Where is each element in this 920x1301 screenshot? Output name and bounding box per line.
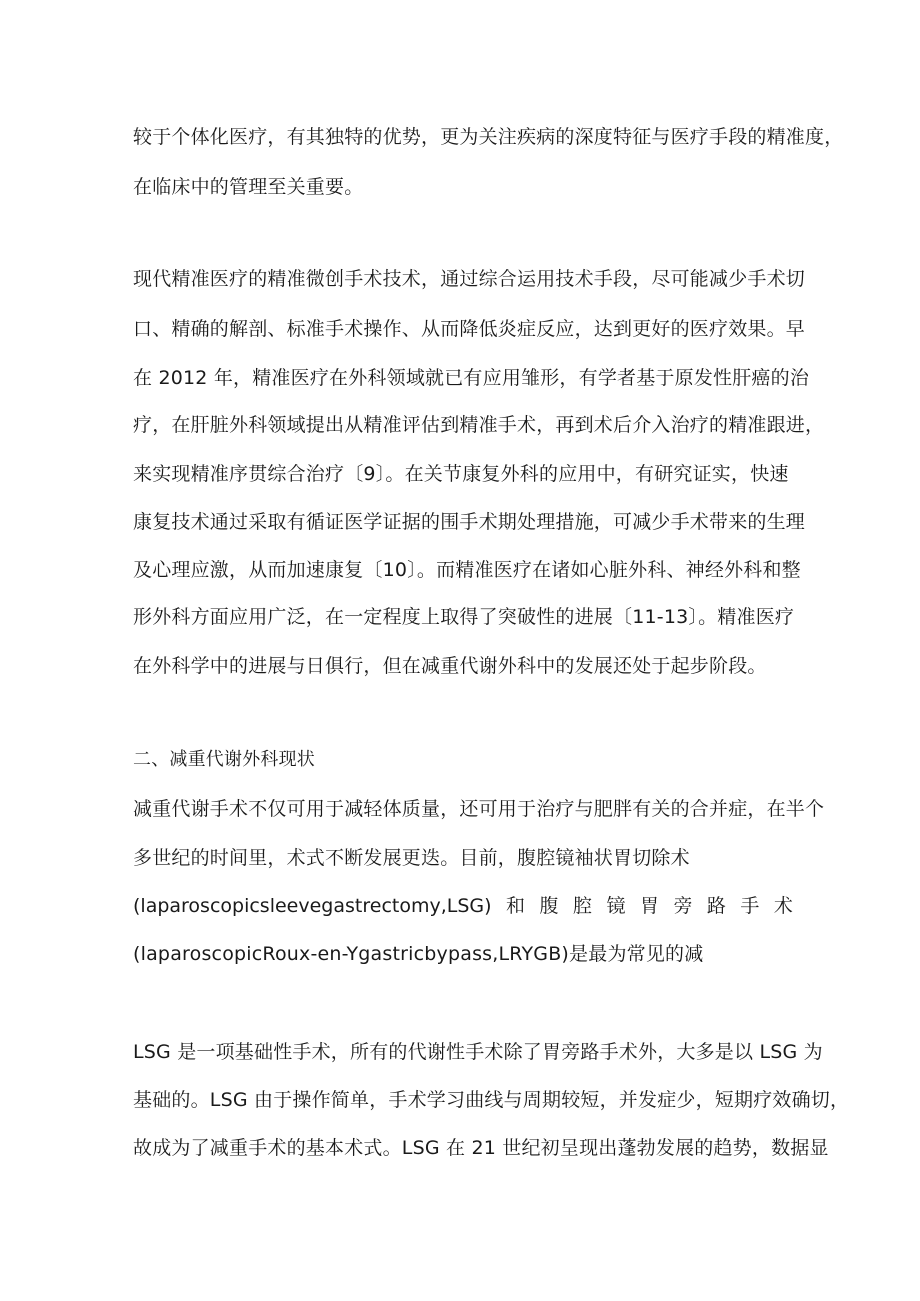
paragraph-3-line-2: 多世纪的时间里，术式不断发展更迭。目前，腹腔镜袖状胃切除术 (133, 847, 690, 869)
paragraph-3-word: 路 (706, 895, 726, 917)
paragraph-3-word: 术 (773, 895, 793, 917)
paragraph-4-line-1: LSG 是一项基础性手术，所有的代谢性手术除了胃旁路手术外，大多是以 LSG 为 (133, 1041, 823, 1063)
paragraph-2-line-3: 在 2012 年，精准医疗在外科领域就已有应用雏形，有学者基于原发性肝癌的治 (133, 367, 810, 389)
paragraph-2-line-2: 口、精确的解剖、标准手术操作、从而降低炎症反应，达到更好的医疗效果。早 (133, 318, 806, 340)
paragraph-2-line-8: 形外科方面应用广泛，在一定程度上取得了突破性的进展〔11-13〕。精准医疗 (133, 606, 795, 628)
paragraph-2-line-1: 现代精准医疗的精准微创手术技术，通过综合运用技术手段，尽可能减少手术切 (133, 268, 806, 290)
paragraph-3-line-1: 减重代谢手术不仅可用于减轻体质量，还可用于治疗与肥胖有关的合并症，在半个 (133, 798, 825, 820)
paragraph-3-word: 腔 (572, 895, 592, 917)
paragraph-2-line-9: 在外科学中的进展与日俱行，但在减重代谢外科中的发展还处于起步阶段。 (133, 655, 767, 677)
paragraph-2-line-6: 康复技术通过采取有循证医学证据的围手术期处理措施，可减少手术带来的生理 (133, 511, 806, 533)
paragraph-3-word: 胃 (639, 895, 659, 917)
paragraph-1-line-2: 在临床中的管理至关重要。 (133, 176, 364, 198)
paragraph-3-line-4: (laparoscopicRoux-en-Ygastricbypass,LRYGB)是最为常见的减 (133, 943, 704, 965)
paragraph-3-word: 和 (506, 895, 526, 917)
paragraph-3-word: 手 (740, 895, 760, 917)
paragraph-2-line-7: 及心理应激，从而加速康复〔10〕。而精准医疗在诸如心脏外科、神经外科和整 (133, 559, 801, 581)
paragraph-3-word: 旁 (673, 895, 693, 917)
paragraph-3-word: (laparoscopicsleevegastrectomy,LSG) (133, 895, 492, 917)
paragraph-4-line-2: 基础的。LSG 由于操作简单，手术学习曲线与周期较短，并发症少，短期疗效确切， (133, 1089, 850, 1111)
paragraph-3-word: 腹 (539, 895, 559, 917)
paragraph-1-line-1: 较于个体化医疗，有其独特的优势，更为关注疾病的深度特征与医疗手段的精准度， (133, 126, 844, 148)
paragraph-2-line-4: 疗，在肝脏外科领域提出从精准评估到精准手术，再到术后介入治疗的精准跟进， (133, 414, 825, 436)
paragraph-3-line-3 (133, 893, 793, 919)
section-heading: 二、减重代谢外科现状 (133, 749, 315, 770)
paragraph-2-line-5: 来实现精准序贯综合治疗〔9〕。在关节康复外科的应用中，有研究证实，快速 (133, 463, 789, 485)
paragraph-3-word: 镜 (606, 895, 626, 917)
paragraph-4-line-3: 故成为了减重手术的基本术式。LSG 在 21 世纪初呈现出蓬勃发展的趋势，数据显 (133, 1137, 829, 1159)
